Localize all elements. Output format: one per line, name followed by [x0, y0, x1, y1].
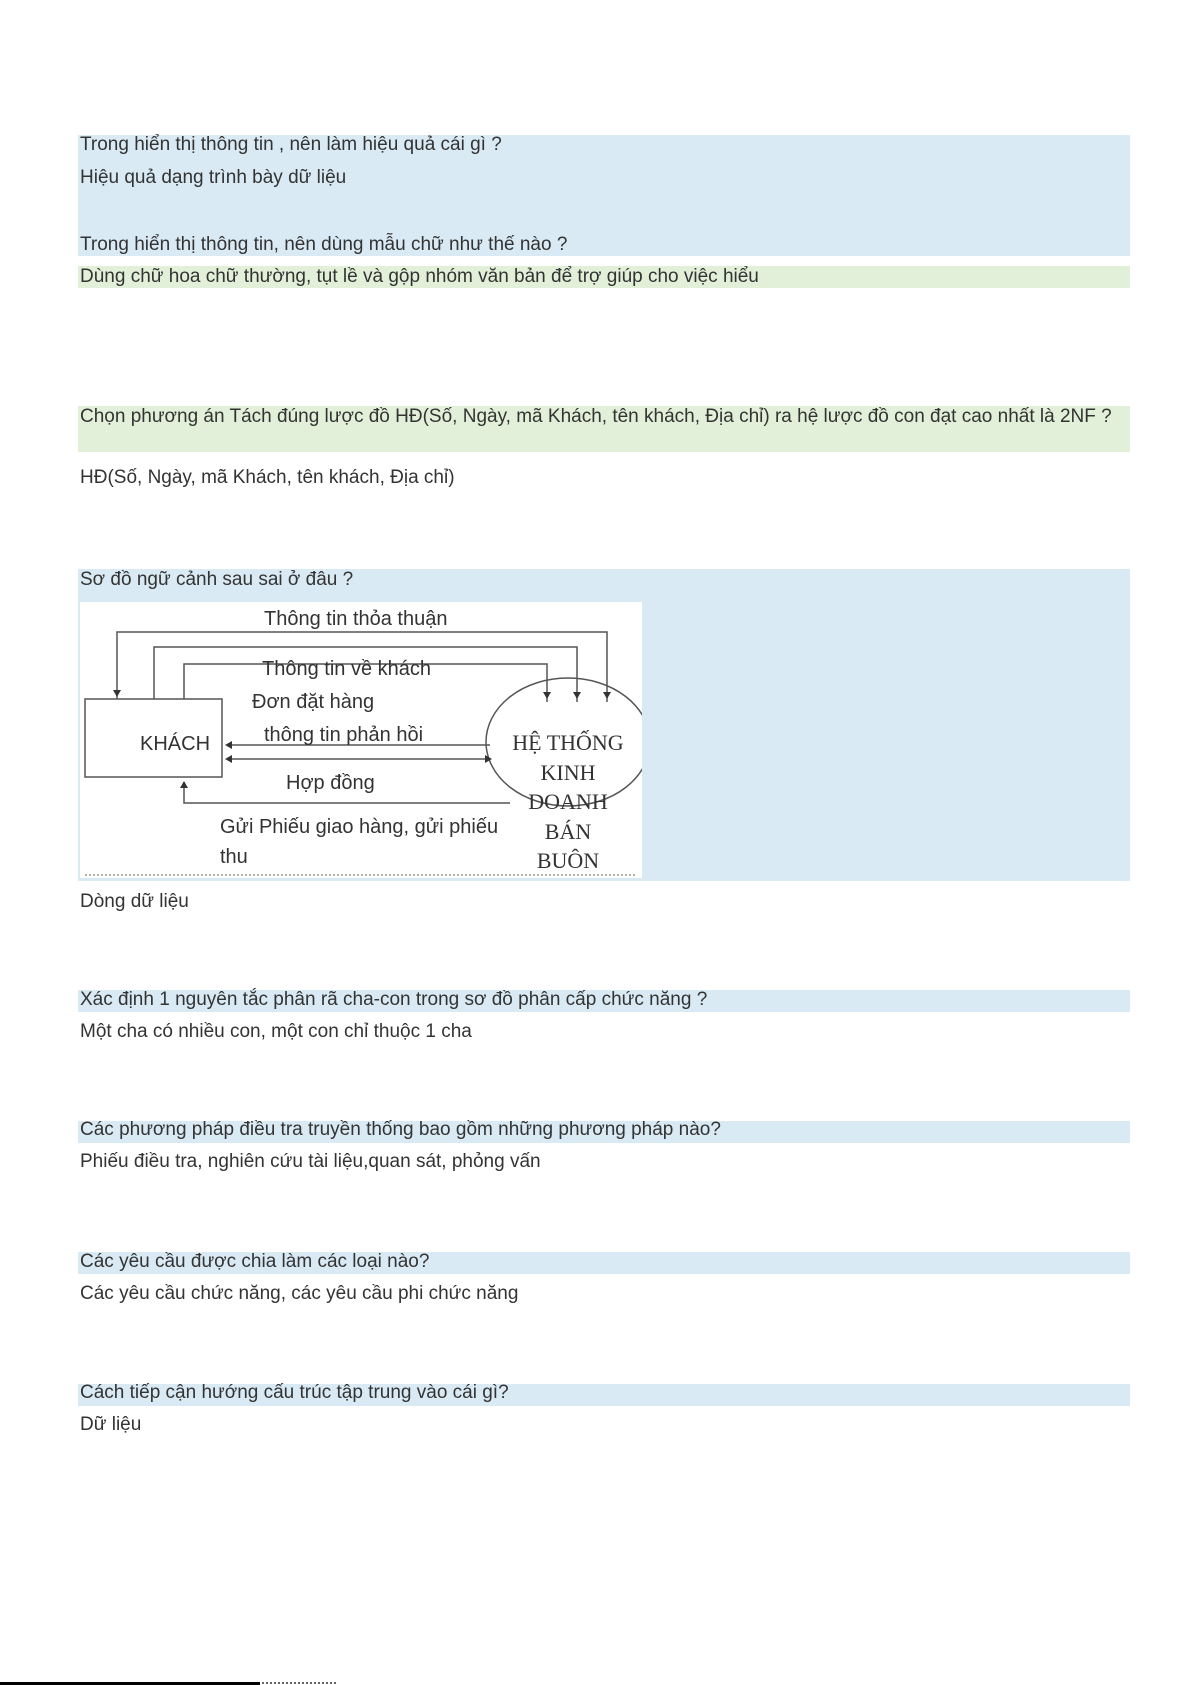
answer-3: HĐ(Số, Ngày, mã Khách, tên khách, Địa chỉ) — [80, 467, 455, 488]
question-6: Các phương pháp điều tra truyền thống bao gồm những phương pháp nào? — [80, 1119, 721, 1140]
flow-label-3: Đơn đặt hàng — [252, 691, 375, 713]
flow-label-7: thu — [220, 846, 248, 868]
question-2: Trong hiển thị thông tin, nên dùng mẫu chữ như thế nào ? — [80, 234, 568, 255]
answer-6: Phiếu điều tra, nghiên cứu tài liệu,quan sát, phỏng vấn — [80, 1151, 541, 1172]
flow-label-6: Gửi Phiếu giao hàng, gửi phiếu — [220, 816, 499, 838]
question-4: Sơ đồ ngữ cảnh sau sai ở đâu ? — [80, 569, 354, 590]
answer-8: Dữ liệu — [80, 1414, 142, 1435]
process-line-3: DOANH — [528, 789, 608, 814]
context-diagram-image — [80, 602, 642, 878]
answer-2: Dùng chữ hoa chữ thường, tụt lề và gộp nhóm văn bản để trợ giúp cho việc hiểu — [80, 266, 759, 287]
answer-5: Một cha có nhiều con, một con chỉ thuộc 1 cha — [80, 1021, 472, 1042]
process-line-4: BÁN — [544, 819, 592, 844]
question-5: Xác định 1 nguyên tắc phân rã cha-con trong sơ đồ phân cấp chức năng ? — [80, 989, 708, 1010]
flow-label-2: Thông tin về khách — [262, 658, 431, 680]
entity-khach: KHÁCH — [140, 733, 211, 755]
answer-4: Dòng dữ liệu — [80, 891, 189, 912]
process-line-2: KINH — [540, 760, 596, 785]
process-line-1: HỆ THỐNG — [512, 730, 624, 755]
question-8: Cách tiếp cận hướng cấu trúc tập trung vào cái gì? — [80, 1382, 509, 1403]
process-line-5: BUÔN — [536, 848, 600, 873]
question-7: Các yêu cầu được chia làm các loại nào? — [80, 1251, 430, 1272]
question-3: Chọn phương án Tách đúng lược đồ HĐ(Số, Ngày, mã Khách, tên khách, Địa chỉ) ra hệ lược đồ con đạt cao nhất là 2NF ? — [80, 406, 1112, 427]
answer-1: Hiệu quả dạng trình bày dữ liệu — [80, 167, 347, 188]
flow-label-1: Thông tin thỏa thuận — [264, 608, 448, 630]
answer-7: Các yêu cầu chức năng, các yêu cầu phi chức năng — [80, 1283, 519, 1304]
flow-label-4: thông tin phản hồi — [264, 724, 424, 746]
question-1: Trong hiển thị thông tin , nên làm hiệu quả cái gì ? — [80, 134, 502, 155]
flow-label-5: Hợp đồng — [286, 772, 375, 794]
